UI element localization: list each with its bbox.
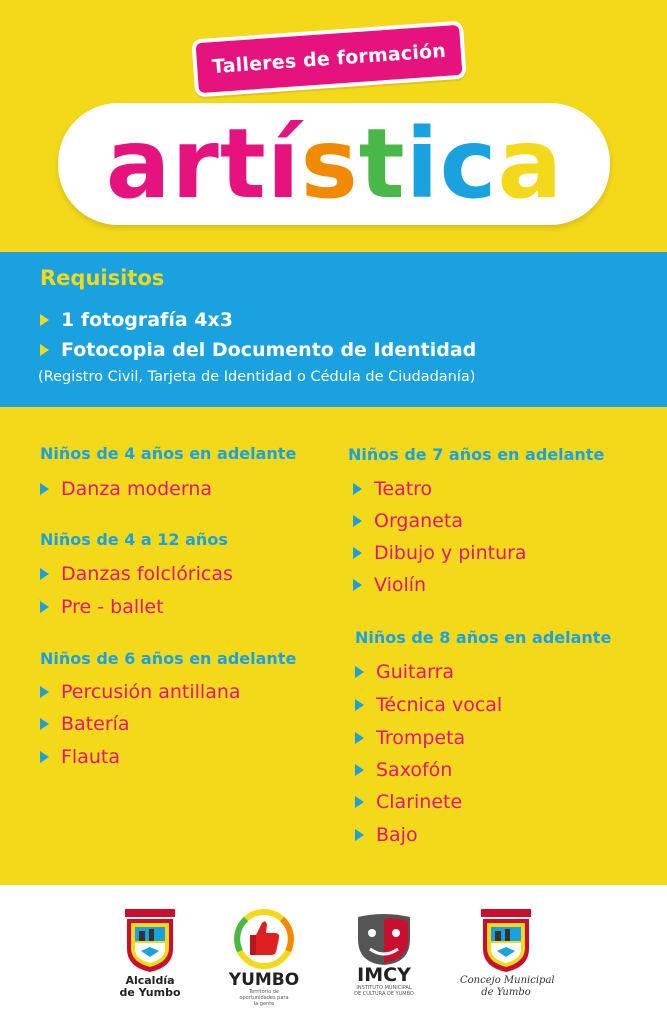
course-label: Organeta xyxy=(374,510,463,532)
requirements-note: (Registro Civil, Tarjeta de Identidad o Cédula de Ciudadanía) xyxy=(38,369,476,385)
bullet-arrow-icon xyxy=(355,796,364,808)
bullet-arrow-icon xyxy=(40,718,49,730)
logo-caption: IMCY xyxy=(357,964,411,986)
course-item xyxy=(353,508,463,534)
thumbs-up-icon xyxy=(226,907,302,973)
course-item xyxy=(353,540,527,566)
course-item xyxy=(40,744,120,770)
course-item xyxy=(355,822,418,848)
course-label: Danzas folclóricas xyxy=(61,563,233,585)
course-item xyxy=(355,659,454,685)
title-letter: c xyxy=(439,108,497,220)
group-title: Niños de 8 años en adelante xyxy=(355,628,612,647)
course-item xyxy=(355,692,502,718)
main-title xyxy=(58,103,610,225)
bullet-arrow-icon xyxy=(40,601,49,613)
group-title: Niños de 6 años en adelante xyxy=(40,649,297,668)
requirement-label: Fotocopia del Documento de Identidad xyxy=(61,339,477,361)
logo-tagline: INSTITUTO MUNICIPAL DE CULTURA DE YUMBO xyxy=(354,985,414,997)
courses-section xyxy=(0,407,667,885)
course-label: Percusión antillana xyxy=(61,681,241,703)
course-item xyxy=(40,594,164,620)
course-item xyxy=(355,757,452,783)
course-label: Teatro xyxy=(374,478,433,500)
course-label: Saxofón xyxy=(376,759,453,781)
bullet-arrow-icon xyxy=(40,568,49,580)
bullet-arrow-icon xyxy=(355,699,364,711)
coat-of-arms-icon xyxy=(119,909,181,973)
bullet-arrow-icon xyxy=(353,515,362,527)
title-letter: a xyxy=(105,108,171,220)
header xyxy=(0,0,667,252)
bullet-arrow-icon xyxy=(355,666,364,678)
requirements-section xyxy=(0,252,667,407)
course-label: Trompeta xyxy=(376,727,466,749)
requirements-title: Requisitos xyxy=(40,266,165,290)
requirement-label: 1 fotografía 4x3 xyxy=(61,309,233,331)
ribbon-text: Talleres de formación xyxy=(211,39,447,79)
title-letter: a xyxy=(497,108,563,220)
course-label: Flauta xyxy=(61,746,120,768)
course-label: Danza moderna xyxy=(61,478,213,500)
bullet-arrow-icon xyxy=(355,732,364,744)
bullet-arrow-icon xyxy=(355,764,364,776)
course-label: Bajo xyxy=(376,824,418,846)
bullet-arrow-icon xyxy=(355,829,364,841)
title-letter: t xyxy=(358,108,405,220)
concejo-municipal-logo xyxy=(460,909,555,1005)
course-label: Clarinete xyxy=(376,791,463,813)
logo-caption: Alcaldía xyxy=(125,974,175,987)
logo-caption: Concejo Municipal xyxy=(460,975,555,986)
course-item xyxy=(40,476,212,502)
course-item xyxy=(40,679,241,705)
ribbon-banner xyxy=(191,21,466,98)
course-item xyxy=(353,476,432,502)
imcy-logo xyxy=(349,913,419,1005)
bullet-arrow-icon xyxy=(353,547,362,559)
course-label: Guitarra xyxy=(376,661,455,683)
title-letter: r xyxy=(171,108,219,220)
course-label: Batería xyxy=(61,713,130,735)
title-letter: t xyxy=(219,108,266,220)
logo-caption: de Yumbo xyxy=(119,986,181,999)
course-label: Dibujo y pintura xyxy=(374,542,527,564)
course-item xyxy=(40,561,233,587)
bullet-arrow-icon xyxy=(40,314,49,326)
course-label: Violín xyxy=(374,574,427,596)
course-label: Pre - ballet xyxy=(61,596,164,618)
logo-caption: de Yumbo xyxy=(481,987,531,998)
theater-mask-icon xyxy=(354,913,414,967)
footer-logos xyxy=(0,885,667,1024)
bullet-arrow-icon xyxy=(353,483,362,495)
course-item xyxy=(355,789,462,815)
bullet-arrow-icon xyxy=(40,344,49,356)
course-label: Técnica vocal xyxy=(376,694,503,716)
alcaldia-yumbo-logo xyxy=(119,909,181,1001)
group-title: Niños de 7 años en adelante xyxy=(348,445,605,464)
group-title: Niños de 4 años en adelante xyxy=(40,444,297,463)
title-letter: i xyxy=(405,108,439,220)
yumbo-logo xyxy=(226,907,302,1007)
bullet-arrow-icon xyxy=(40,686,49,698)
course-item xyxy=(40,711,130,737)
title-badge xyxy=(58,103,610,225)
title-letter: s xyxy=(300,108,358,220)
logo-caption: YUMBO xyxy=(228,970,300,990)
requirement-item xyxy=(40,337,476,363)
requirement-item xyxy=(40,307,233,333)
coat-of-arms-icon xyxy=(475,909,537,973)
bullet-arrow-icon xyxy=(40,751,49,763)
logo-tagline: Territorio de oportunidades para la gente xyxy=(239,989,289,1007)
group-title: Niños de 4 a 12 años xyxy=(40,530,228,549)
bullet-arrow-icon xyxy=(353,579,362,591)
bullet-arrow-icon xyxy=(40,483,49,495)
title-letter: í xyxy=(266,108,300,220)
course-item xyxy=(353,572,426,598)
course-item xyxy=(355,725,465,751)
